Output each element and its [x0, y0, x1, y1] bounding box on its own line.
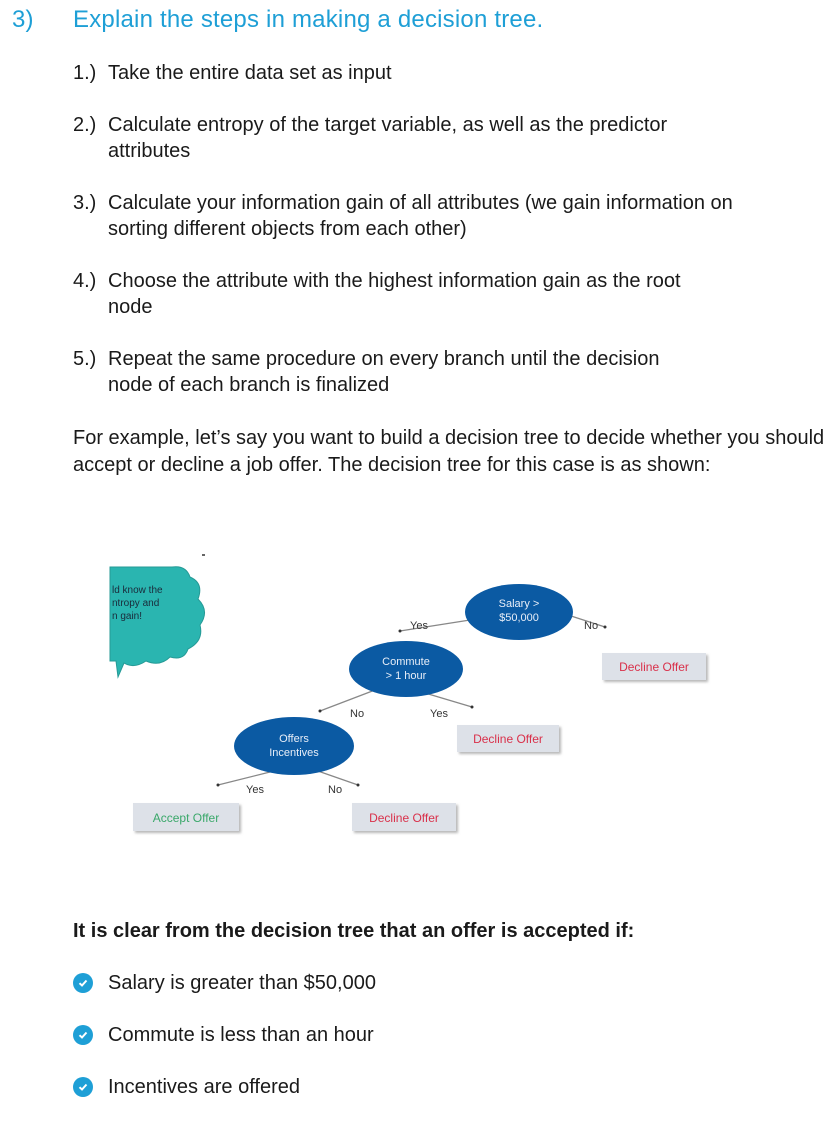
step-text: Calculate your information gain of all attributes (we gain information on sorting different objects from each other)	[108, 192, 733, 240]
edge-label: No	[350, 708, 365, 720]
step-number: 4.)	[73, 270, 97, 292]
cloud-line: ld know the	[112, 585, 163, 596]
condition-text: Commute is less than an hour	[108, 1023, 374, 1046]
step-number: 1.)	[73, 62, 97, 84]
heading-title: Explain the steps in making a decision tree.	[73, 6, 544, 33]
node-label: $50,000	[499, 612, 539, 624]
edge-commute-yes	[425, 693, 472, 707]
check-circle-icon	[73, 1025, 93, 1045]
step-text: Choose the attribute with the highest information gain as the root node	[108, 270, 681, 318]
step-text: Take the entire data set as input	[108, 62, 392, 84]
cloud-line: ntropy and	[112, 598, 160, 609]
check-circle-icon	[73, 973, 93, 993]
node-commute	[349, 641, 463, 697]
node-label: > 1 hour	[385, 670, 427, 682]
edge-label: Yes	[246, 784, 264, 796]
step-item	[73, 346, 688, 398]
edge-label: No	[328, 784, 343, 796]
node-label: Offers	[279, 733, 309, 745]
condition-text: Incentives are offered	[108, 1075, 300, 1098]
speech-cloud	[110, 567, 205, 677]
condition-item	[73, 970, 376, 996]
heading-number: 3)	[12, 6, 34, 33]
step-item	[73, 190, 758, 242]
leaf-label: Decline Offer	[619, 660, 689, 674]
conclusion-heading: It is clear from the decision tree that an offer is accepted if:	[73, 920, 635, 942]
condition-item	[73, 1074, 376, 1100]
edge-commute-no	[320, 690, 375, 711]
condition-text: Salary is greater than $50,000	[108, 971, 376, 994]
step-item	[73, 268, 708, 320]
leaf-label: Decline Offer	[369, 811, 439, 825]
step-text: Calculate entropy of the target variable, as well as the predictor attributes	[108, 114, 668, 162]
edge-label: No	[584, 620, 599, 632]
node-incentives	[234, 717, 354, 775]
decision-tree-diagram	[100, 545, 740, 845]
node-label: Commute	[382, 656, 430, 668]
step-item	[73, 112, 698, 164]
node-label: Salary >	[498, 598, 540, 610]
check-circle-icon	[73, 1077, 93, 1097]
edge-label: Yes	[410, 620, 428, 632]
condition-item	[73, 1022, 376, 1048]
edge-label: Yes	[430, 708, 448, 720]
cloud-line: n gain!	[112, 611, 143, 622]
leaf-label: Accept Offer	[152, 811, 220, 825]
leaf-label: Decline Offer	[473, 732, 543, 746]
edge-incentives-no	[315, 770, 358, 785]
node-label: Incentives	[269, 747, 319, 759]
step-item	[73, 60, 813, 86]
conditions-list	[73, 970, 376, 1126]
step-number: 2.)	[73, 114, 97, 136]
node-salary	[465, 584, 573, 640]
step-number: 5.)	[73, 348, 97, 370]
step-number: 3.)	[73, 192, 97, 214]
example-paragraph: For example, let’s say you want to build a decision tree to decide whether you should accept or decline a job offer. The decision tree for this case is as shown:	[73, 427, 825, 476]
step-text: Repeat the same procedure on every branch until the decision node of each branch is finalized	[108, 348, 660, 396]
steps-list	[73, 60, 813, 424]
